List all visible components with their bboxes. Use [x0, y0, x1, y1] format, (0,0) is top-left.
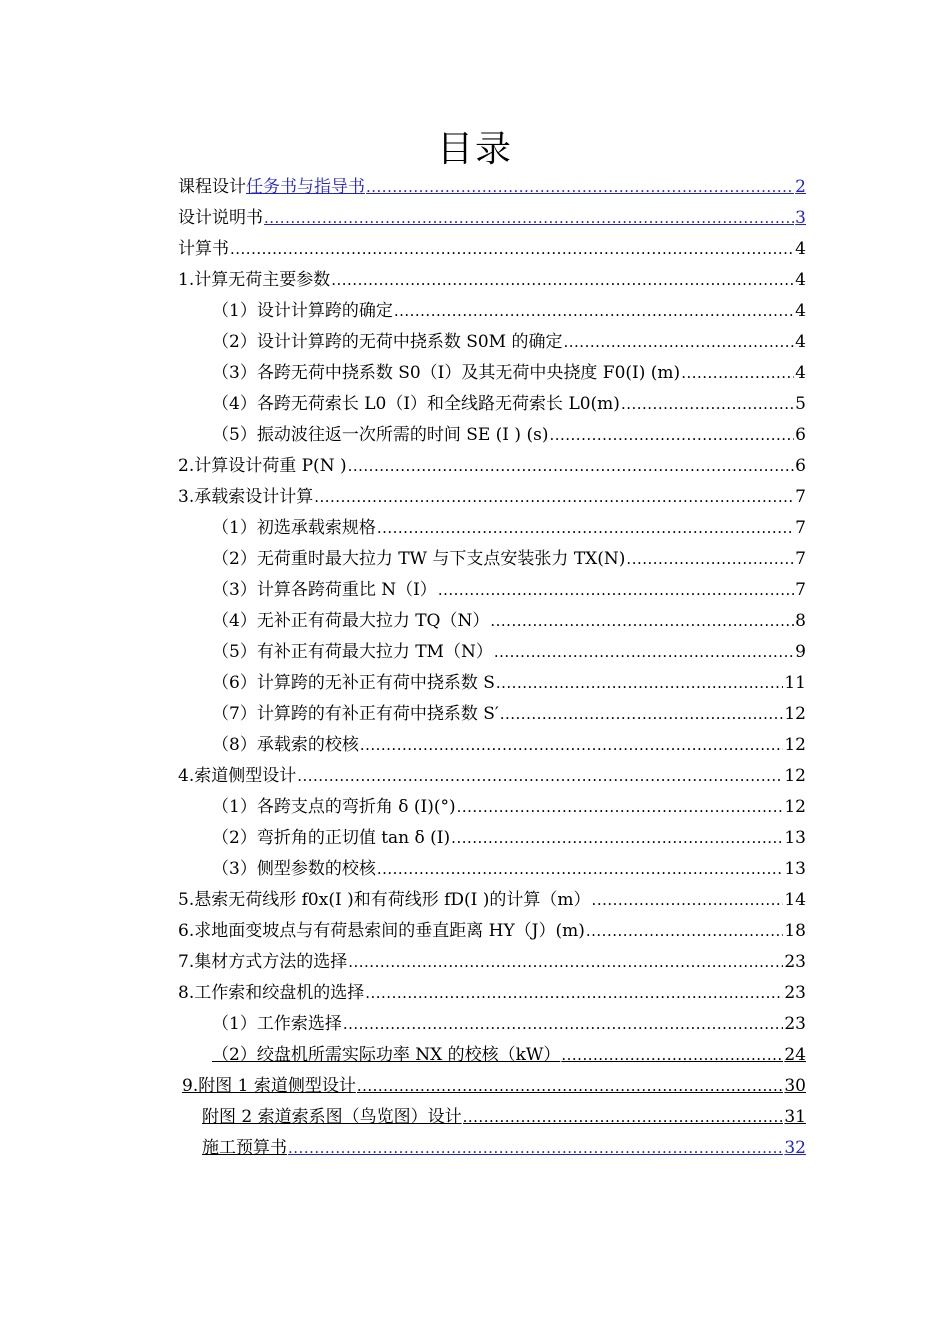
toc-entry[interactable]: [202, 1102, 806, 1128]
toc-entry[interactable]: [212, 730, 806, 756]
entry-label: （2）设计计算跨的无荷中挠系数 S0M 的确定: [212, 332, 563, 352]
entry-label: （3）各跨无荷中挠系数 S0（I）及其无荷中央挠度 F0(I) (m): [212, 363, 681, 383]
toc-title: 目录: [436, 129, 513, 170]
entry-label: （3）侧型参数的校核: [212, 859, 376, 879]
page-number[interactable]: 32: [784, 1138, 806, 1158]
toc-entry[interactable]: [178, 916, 806, 942]
entry-label: （1）各跨支点的弯折角 δ (I)(°): [212, 797, 456, 817]
toc-entry[interactable]: [212, 606, 806, 632]
entry-label: 4.索道侧型设计: [178, 766, 297, 786]
toc-entry[interactable]: [212, 637, 806, 663]
leader-dots: [394, 300, 794, 322]
page-number: 24: [784, 1045, 806, 1065]
page-number: 4: [795, 363, 806, 383]
entry-label: （8）承载索的校核: [212, 735, 359, 755]
leader-dots: [500, 703, 784, 725]
toc-entry-design-notes[interactable]: [178, 203, 806, 229]
toc-entry[interactable]: [212, 420, 806, 446]
leader-dots: [357, 1075, 784, 1097]
leader-dots: [463, 1106, 784, 1128]
page-number: 11: [784, 673, 806, 693]
leader-dots: [626, 548, 794, 570]
toc-entry[interactable]: [202, 1133, 806, 1159]
entry-label: 施工预算书: [202, 1138, 287, 1158]
leader-dots: [681, 362, 794, 384]
entry-label: （2）无荷重时最大拉力 TW 与下支点安装张力 TX(N): [212, 549, 626, 569]
page-number: 4: [795, 301, 806, 321]
page-number: 7: [795, 549, 806, 569]
entry-label: （6）计算跨的无补正有荷中挠系数 S: [212, 673, 495, 693]
toc-entry[interactable]: [178, 482, 806, 508]
leader-dots: [297, 765, 783, 787]
entry-label: 3.承载索设计计算: [178, 487, 314, 507]
page-number: 7: [795, 580, 806, 600]
entry-label: （5）振动波往返一次所需的时间 SE (I ) (s): [212, 425, 549, 445]
leader-dots: [564, 331, 795, 353]
toc-entry[interactable]: [212, 854, 806, 880]
entry-label: 附图 2 索道索系图（鸟览图）设计: [202, 1107, 462, 1127]
leader-dots: [365, 982, 783, 1004]
page-number: 9: [795, 642, 806, 662]
entry-label: （2）弯折角的正切值 tan δ (I): [212, 828, 451, 848]
leader-dots: [457, 796, 784, 818]
leader-dots: [348, 455, 795, 477]
page-number: 30: [784, 1076, 806, 1096]
toc-link[interactable]: 任务书与指导书: [246, 177, 365, 197]
entry-label: 计算书: [178, 239, 229, 259]
page-number: 4: [795, 332, 806, 352]
toc-entry[interactable]: [212, 544, 806, 570]
page-number: 12: [784, 766, 806, 786]
leader-dots: [490, 610, 794, 632]
page-number: 23: [784, 952, 806, 972]
leader-dots: [331, 269, 794, 291]
entry-label: （1）初选承载索规格: [212, 518, 376, 538]
page-number[interactable]: 2: [795, 177, 806, 197]
page-number: 13: [784, 828, 806, 848]
toc-entry[interactable]: [182, 1071, 806, 1097]
leader-dots: [377, 517, 794, 539]
toc-entry[interactable]: [178, 234, 806, 260]
toc-entry[interactable]: [212, 699, 806, 725]
toc-entry[interactable]: [178, 761, 806, 787]
entry-label: 8.工作索和绞盘机的选择: [178, 983, 365, 1003]
toc-entry[interactable]: [212, 668, 806, 694]
entry-label: 2.计算设计荷重 P(N ): [178, 456, 347, 476]
page-number: 14: [784, 890, 806, 910]
toc-entry[interactable]: [212, 389, 806, 415]
leader-dots: [360, 734, 784, 756]
toc-entry[interactable]: [212, 1040, 806, 1066]
entry-label: 7.集材方式方法的选择: [178, 952, 348, 972]
leader-dots: [451, 827, 783, 849]
leader-dots: [377, 858, 784, 880]
page-number: 12: [784, 797, 806, 817]
page-number: 7: [795, 487, 806, 507]
leader-dots: [592, 889, 784, 911]
page-number: 13: [784, 859, 806, 879]
leader-dots: [230, 238, 794, 260]
leader-dots: [496, 672, 783, 694]
page-number: 6: [795, 425, 806, 445]
page-number: 7: [795, 518, 806, 538]
entry-label: （3）计算各跨荷重比 N（I）: [212, 580, 437, 600]
page-number: 31: [784, 1107, 806, 1127]
entry-label: 9.附图 1 索道侧型设计: [182, 1076, 356, 1096]
toc-entry[interactable]: [212, 513, 806, 539]
toc-entry[interactable]: [212, 296, 806, 322]
toc-entry[interactable]: [212, 358, 806, 384]
leader-dots: [494, 641, 794, 663]
page-number: 18: [784, 921, 806, 941]
entry-label: 5.悬索无荷线形 f0x(I )和有荷线形 fD(I )的计算（m）: [178, 890, 591, 910]
entry-label: （5）有补正有荷最大拉力 TM（N）: [212, 642, 493, 662]
entry-label: （4）无补正有荷最大拉力 TQ（N）: [212, 611, 490, 631]
toc-entry[interactable]: [212, 823, 806, 849]
page-number: 4: [795, 270, 806, 290]
toc-entry-assignment[interactable]: 课程设计任务书与指导书 ..... 2: [178, 172, 806, 198]
page-number: 12: [784, 735, 806, 755]
entry-label: （4）各跨无荷索长 L0（I）和全线路无荷索长 L0(m): [212, 394, 620, 414]
leader-dots: [366, 176, 794, 198]
toc-entry[interactable]: [178, 265, 806, 291]
leader-dots: [621, 393, 794, 415]
toc-entry[interactable]: [178, 451, 806, 477]
toc-entry[interactable]: [178, 885, 806, 911]
entry-label: （1）工作索选择: [212, 1014, 342, 1034]
leader-dots: [549, 424, 794, 446]
page-number[interactable]: 3: [795, 208, 806, 228]
page-number: 4: [795, 239, 806, 259]
toc-entry[interactable]: [212, 792, 806, 818]
toc-entry[interactable]: [212, 1009, 806, 1035]
toc-entry[interactable]: [212, 327, 806, 353]
page-number: 23: [784, 983, 806, 1003]
leader-dots: [438, 579, 794, 601]
entry-label: （2）绞盘机所需实际功率 NX 的校核（kW）: [212, 1045, 561, 1065]
page-number: 6: [795, 456, 806, 476]
entry-label: 6.求地面变坡点与有荷悬索间的垂直距离 HY（J）(m): [178, 921, 585, 941]
page-number: 12: [784, 704, 806, 724]
page-number: 5: [795, 394, 806, 414]
page-number: 8: [795, 611, 806, 631]
leader-dots: [586, 920, 783, 942]
leader-dots: [343, 1013, 784, 1035]
toc-link[interactable]: 设计说明书: [178, 208, 263, 228]
leader-dots: [314, 486, 794, 508]
entry-label: （7）计算跨的有补正有荷中挠系数 S′: [212, 704, 499, 724]
toc-entry[interactable]: [178, 978, 806, 1004]
leader-dots: [264, 207, 794, 229]
entry-label: （1）设计计算跨的确定: [212, 301, 393, 321]
leader-dots: [561, 1044, 783, 1066]
leader-dots: [348, 951, 783, 973]
toc-entry[interactable]: [178, 947, 806, 973]
page-number: 23: [784, 1014, 806, 1034]
entry-label: 1.计算无荷主要参数: [178, 270, 331, 290]
leader-dots: [288, 1137, 783, 1159]
toc-entry[interactable]: [212, 575, 806, 601]
